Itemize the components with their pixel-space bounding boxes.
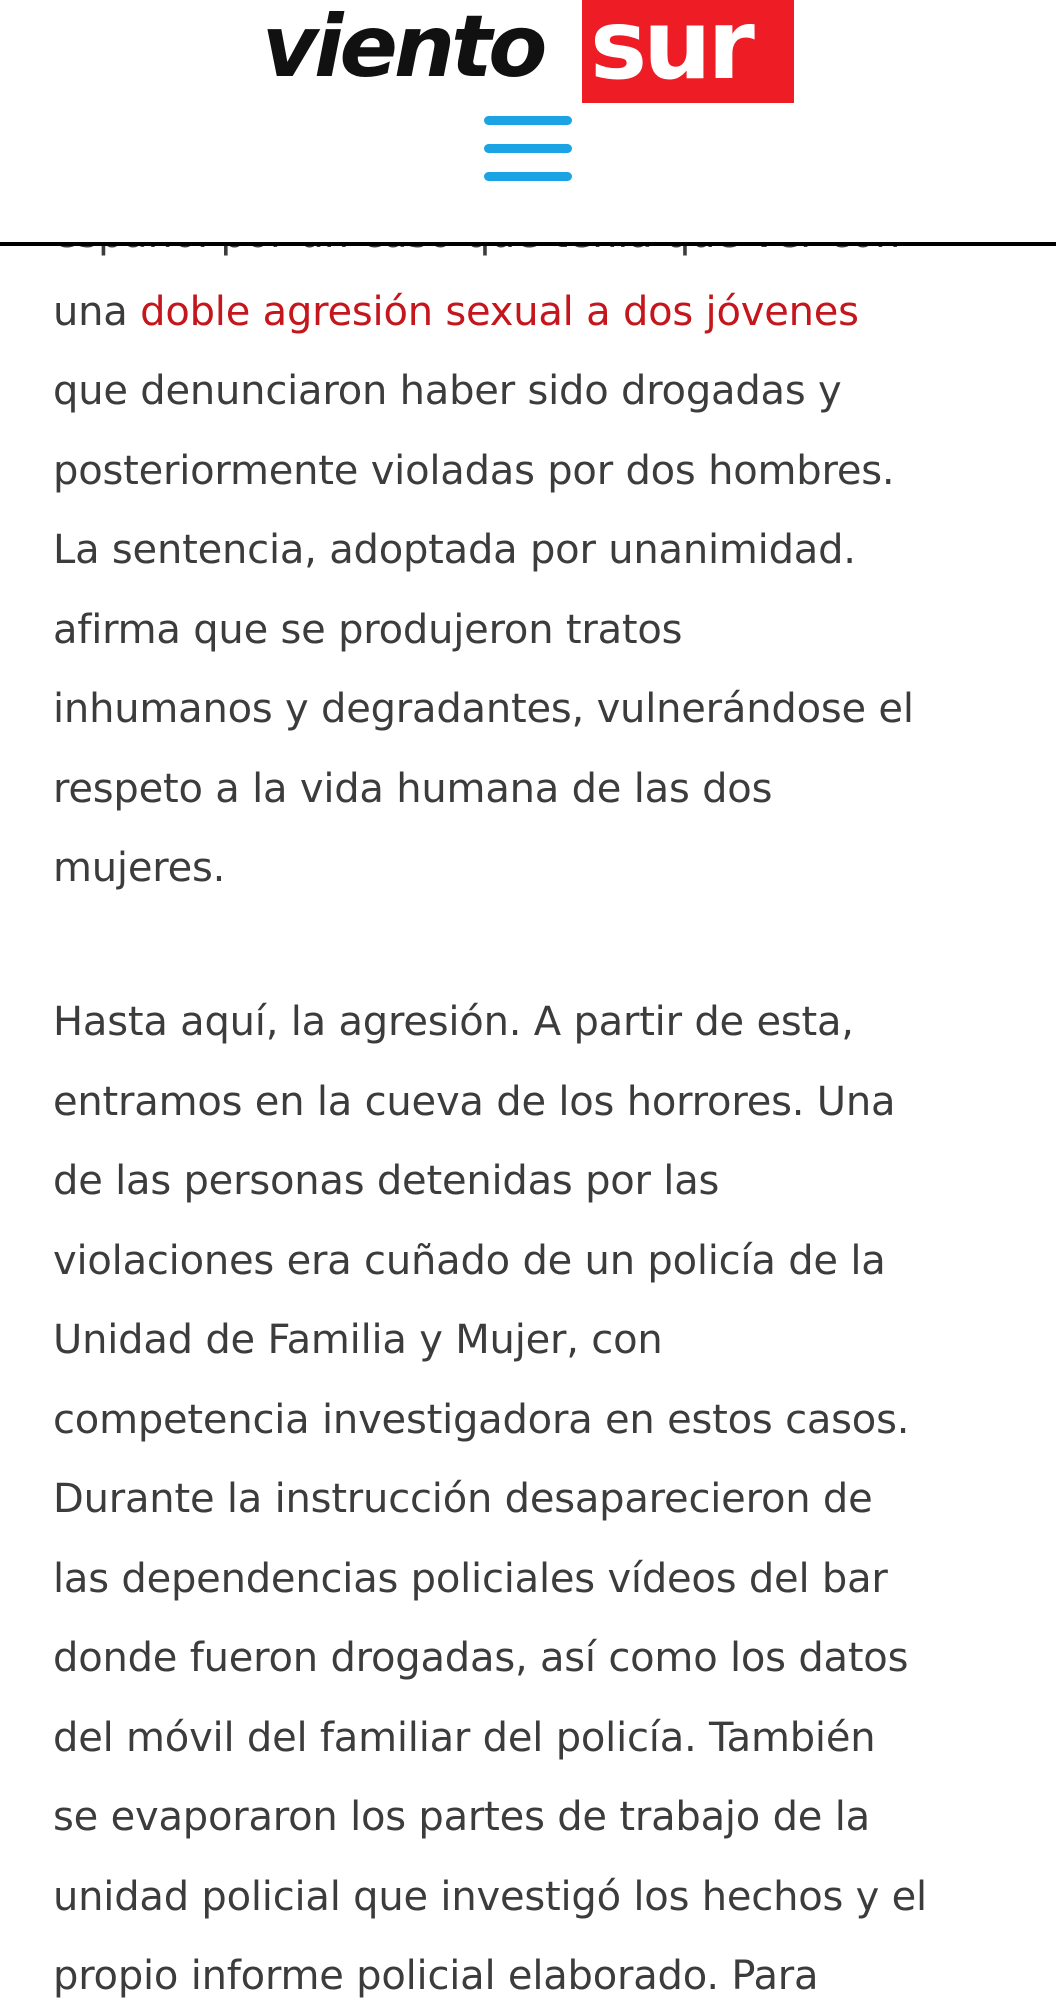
logo-wordmark-sur: sur — [590, 0, 751, 101]
article-line: del móvil del familiar del policía. También — [53, 1715, 876, 1761]
article-line: Durante la instrucción desaparecieron de — [53, 1476, 873, 1522]
article-line: entramos en la cueva de los horrores. Una — [53, 1079, 896, 1125]
article-line: afirma que se produjeron tratos — [53, 607, 683, 653]
article-line: se evaporaron los partes de trabajo de la — [53, 1794, 870, 1840]
article-line — [53, 272, 859, 352]
article-line: violaciones era cuñado de un policía de la — [53, 1238, 886, 1284]
article-line: las dependencias policiales vídeos del bar — [53, 1556, 888, 1602]
article-line: de las personas detenidas por las — [53, 1158, 720, 1204]
menu-bar-bottom — [484, 172, 572, 181]
logo-red-block — [582, 0, 794, 103]
article-line: La sentencia, adoptada por unanimidad. — [53, 527, 856, 573]
article-line: unidad policial que investigó los hechos y el — [53, 1874, 927, 1920]
menu-bar-top — [484, 116, 572, 125]
logo-wordmark-viento: viento — [262, 0, 544, 97]
article-line: respeto a la vida humana de las dos — [53, 766, 773, 812]
article-line: inhumanos y degradantes, vulnerándose el — [53, 686, 914, 732]
article-link-doble-agresion[interactable]: doble agresión sexual a dos jóvenes — [140, 289, 859, 335]
article-line: propio informe policial elaborado. Para — [53, 1953, 819, 1999]
article-body — [53, 0, 1013, 2000]
site-logo[interactable] — [262, 0, 794, 103]
article-line: Hasta aquí, la agresión. A partir de esta, — [53, 999, 854, 1045]
article-line: que denunciaron haber sido drogadas y — [53, 368, 842, 414]
hamburger-menu-icon[interactable] — [484, 116, 572, 182]
article-line: donde fueron drogadas, así como los datos — [53, 1635, 909, 1681]
article-line: mujeres. — [53, 845, 226, 891]
article-text: una — [53, 289, 141, 335]
article-line: posteriormente violadas por dos hombres. — [53, 448, 895, 494]
article-line: competencia investigadora en estos casos. — [53, 1397, 910, 1443]
site-header — [0, 0, 1056, 246]
menu-bar-middle — [484, 144, 572, 153]
article-line: Unidad de Familia y Mujer, con — [53, 1317, 663, 1363]
